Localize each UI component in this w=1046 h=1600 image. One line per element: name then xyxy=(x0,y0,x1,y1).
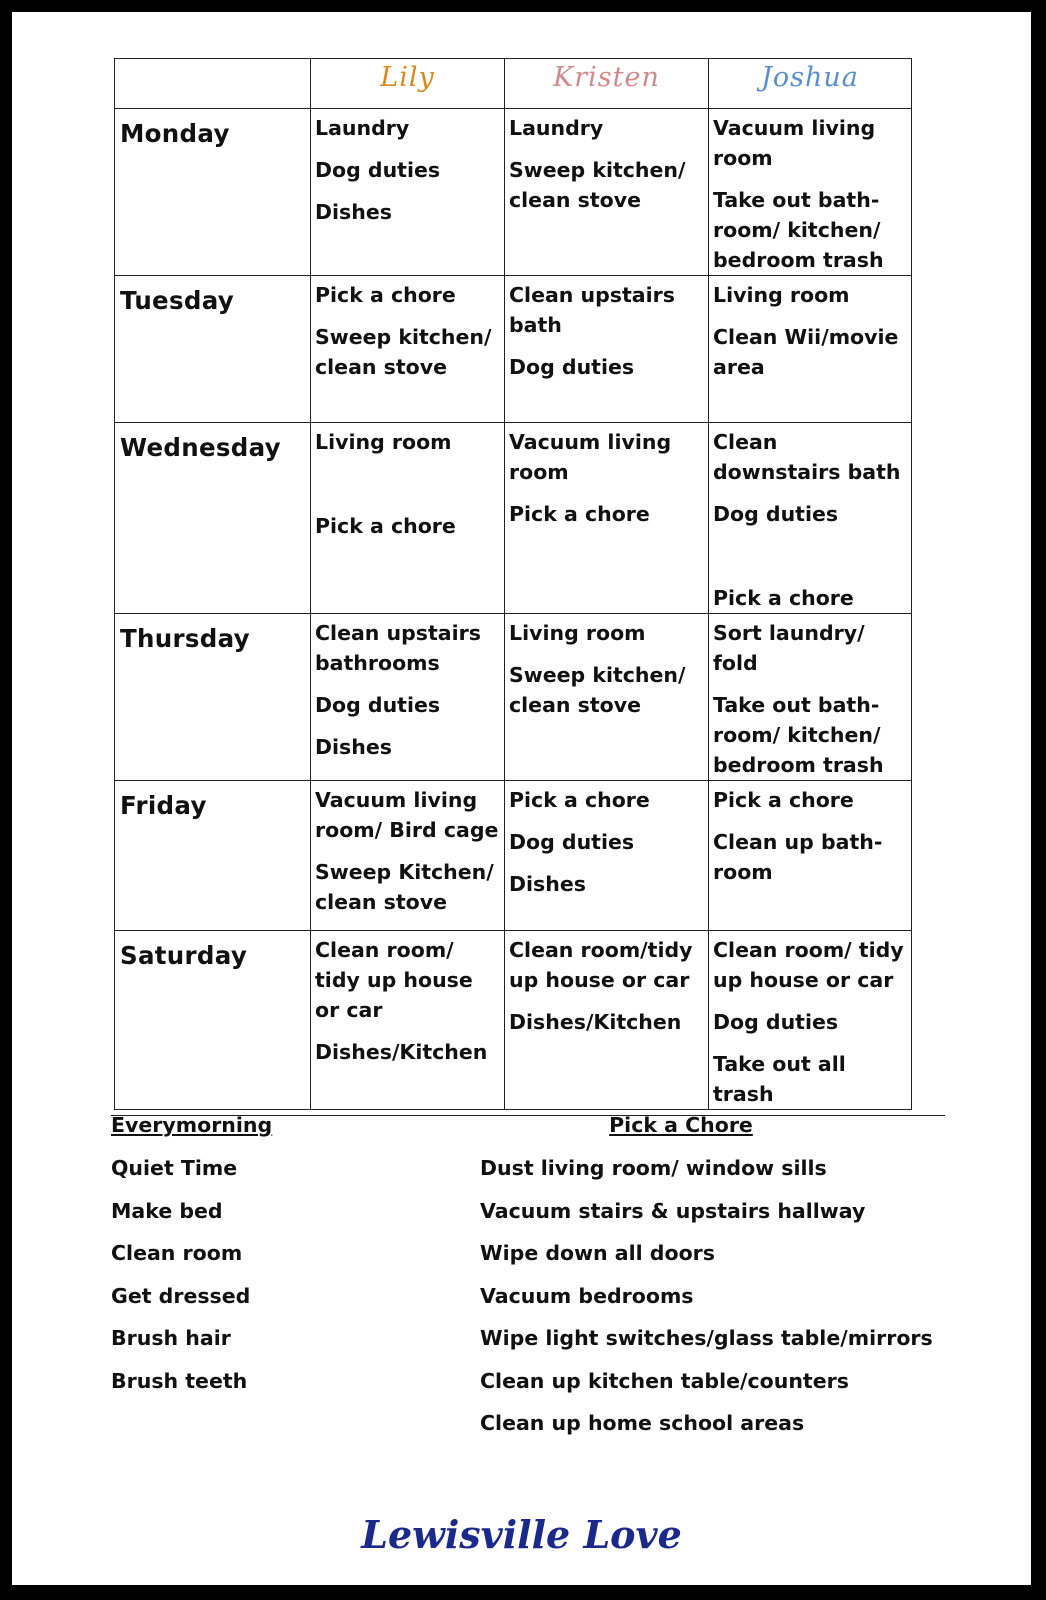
chore-cell-lily xyxy=(311,276,505,423)
day-label: Thursday xyxy=(115,614,311,781)
morning-task: Quiet Time xyxy=(111,1156,238,1180)
chore-cell-kristen xyxy=(505,109,709,276)
chore-item: Clean upstairs bath xyxy=(509,283,675,337)
chore-cell-kristen xyxy=(505,931,709,1110)
optional-chore: Wipe down all doors xyxy=(480,1241,715,1265)
chore-cell-kristen xyxy=(505,614,709,781)
chore-cell-joshua xyxy=(709,781,912,931)
chore-item: Laundry xyxy=(509,116,604,140)
pick-a-chore-list xyxy=(480,1110,933,1451)
optional-chore: Vacuum stairs & upstairs hallway xyxy=(480,1198,866,1223)
chore-item: Sweep kitchen/ clean stove xyxy=(315,325,492,379)
schedule-row-monday xyxy=(115,109,912,276)
chore-item: Take out bath-room/ kitchen/ bedroom trash xyxy=(713,693,884,777)
chore-cell-lily xyxy=(311,423,505,614)
chore-item: Dog duties xyxy=(509,830,635,854)
day-label: Saturday xyxy=(115,931,311,1110)
chore-item: Clean room/tidy up house or car xyxy=(509,938,693,992)
chore-cell-kristen xyxy=(505,423,709,614)
chore-item: Pick a chore xyxy=(713,586,854,610)
optional-chore: Vacuum bedrooms xyxy=(480,1283,694,1308)
morning-task: Get dressed xyxy=(111,1283,251,1308)
chore-item: Vacuum living room xyxy=(713,116,876,170)
person-name: Joshua xyxy=(761,62,859,93)
chore-item: Pick a chore xyxy=(713,788,854,812)
chore-item: Take out all trash xyxy=(713,1052,846,1106)
day-label: Friday xyxy=(115,781,311,931)
chore-item: Dog duties xyxy=(315,693,441,717)
chore-item: Dog duties xyxy=(509,355,635,379)
chore-item: Sort laundry/ fold xyxy=(713,621,865,675)
chore-chart-page xyxy=(12,12,1031,1585)
schedule-row-wednesday xyxy=(115,423,912,614)
chore-schedule-table xyxy=(114,58,912,1110)
chore-item: Pick a chore xyxy=(509,502,650,526)
chore-item: Clean up bath-room xyxy=(713,830,883,884)
optional-chore: Dust living room/ window sills xyxy=(480,1156,827,1180)
morning-task: Make bed xyxy=(111,1198,223,1223)
name-header-joshua xyxy=(709,59,912,109)
chore-cell-joshua xyxy=(709,276,912,423)
name-header-lily xyxy=(311,59,505,109)
chore-cell-lily xyxy=(311,614,505,781)
chore-item: Clean Wii/movie area xyxy=(713,325,899,379)
chore-item: Take out bath-room/ kitchen/ bedroom trash xyxy=(713,188,884,272)
footer-signature: Lewisville Love xyxy=(361,1512,682,1557)
chore-item: Living room xyxy=(315,430,452,454)
chore-item: Clean downstairs bath xyxy=(713,430,901,484)
chore-item: Living room xyxy=(713,283,850,307)
every-morning-list xyxy=(111,1110,272,1408)
chore-item: Laundry xyxy=(315,116,410,140)
chore-item: Dishes xyxy=(509,872,586,896)
chore-item: Sweep kitchen/ clean stove xyxy=(509,158,686,212)
chore-cell-lily xyxy=(311,109,505,276)
chore-item: Dishes/Kitchen xyxy=(315,1040,488,1064)
optional-chore: Wipe light switches/glass table/mirrors xyxy=(480,1326,933,1350)
person-name: Lily xyxy=(380,62,435,93)
chore-item: Dog duties xyxy=(315,158,441,182)
person-name: Kristen xyxy=(553,62,660,93)
morning-task: Brush teeth xyxy=(111,1368,248,1393)
every-morning-heading: Everymorning xyxy=(111,1113,273,1137)
morning-task: Clean room xyxy=(111,1241,243,1265)
chore-item: Dishes xyxy=(315,200,392,224)
chore-cell-lily xyxy=(311,781,505,931)
chore-item: Pick a chore xyxy=(509,788,650,812)
chore-item: Clean room/ tidy up house or car xyxy=(315,938,473,1022)
optional-chore: Clean up kitchen table/counters xyxy=(480,1368,849,1393)
chore-cell-joshua xyxy=(709,423,912,614)
chore-item: Dishes xyxy=(315,735,392,759)
pick-a-chore-heading: Pick a Chore xyxy=(609,1113,753,1137)
chore-item: Dog duties xyxy=(713,1010,839,1034)
chore-cell-kristen xyxy=(505,781,709,931)
chore-item: Vacuum living room/ Bird cage xyxy=(315,788,499,842)
chore-item: Living room xyxy=(509,621,646,645)
chore-cell-lily xyxy=(311,931,505,1110)
day-label: Tuesday xyxy=(115,276,311,423)
schedule-row-saturday xyxy=(115,931,912,1110)
schedule-row-tuesday xyxy=(115,276,912,423)
chore-cell-joshua xyxy=(709,614,912,781)
name-header-kristen xyxy=(505,59,709,109)
chore-item: Pick a chore xyxy=(315,283,456,307)
chore-item: Pick a chore xyxy=(315,514,456,538)
schedule-row-thursday xyxy=(115,614,912,781)
chore-item: Vacuum living room xyxy=(509,430,672,484)
chore-cell-kristen xyxy=(505,276,709,423)
optional-chore: Clean up home school areas xyxy=(480,1411,805,1435)
chore-item: Sweep kitchen/ clean stove xyxy=(509,663,686,717)
chore-cell-joshua xyxy=(709,109,912,276)
day-label: Wednesday xyxy=(115,423,311,614)
chore-cell-joshua xyxy=(709,931,912,1110)
day-label: Monday xyxy=(115,109,311,276)
chore-item: Sweep Kitchen/ clean stove xyxy=(315,860,494,914)
corner-cell xyxy=(115,59,311,109)
schedule-row-friday xyxy=(115,781,912,931)
chore-item: Dog duties xyxy=(713,502,839,526)
chore-item: Dishes/Kitchen xyxy=(509,1010,682,1034)
chore-item: Clean upstairs bathrooms xyxy=(315,621,481,675)
chore-item: Clean room/ tidy up house or car xyxy=(713,938,904,992)
name-header-row xyxy=(115,59,912,109)
morning-task: Brush hair xyxy=(111,1326,231,1350)
